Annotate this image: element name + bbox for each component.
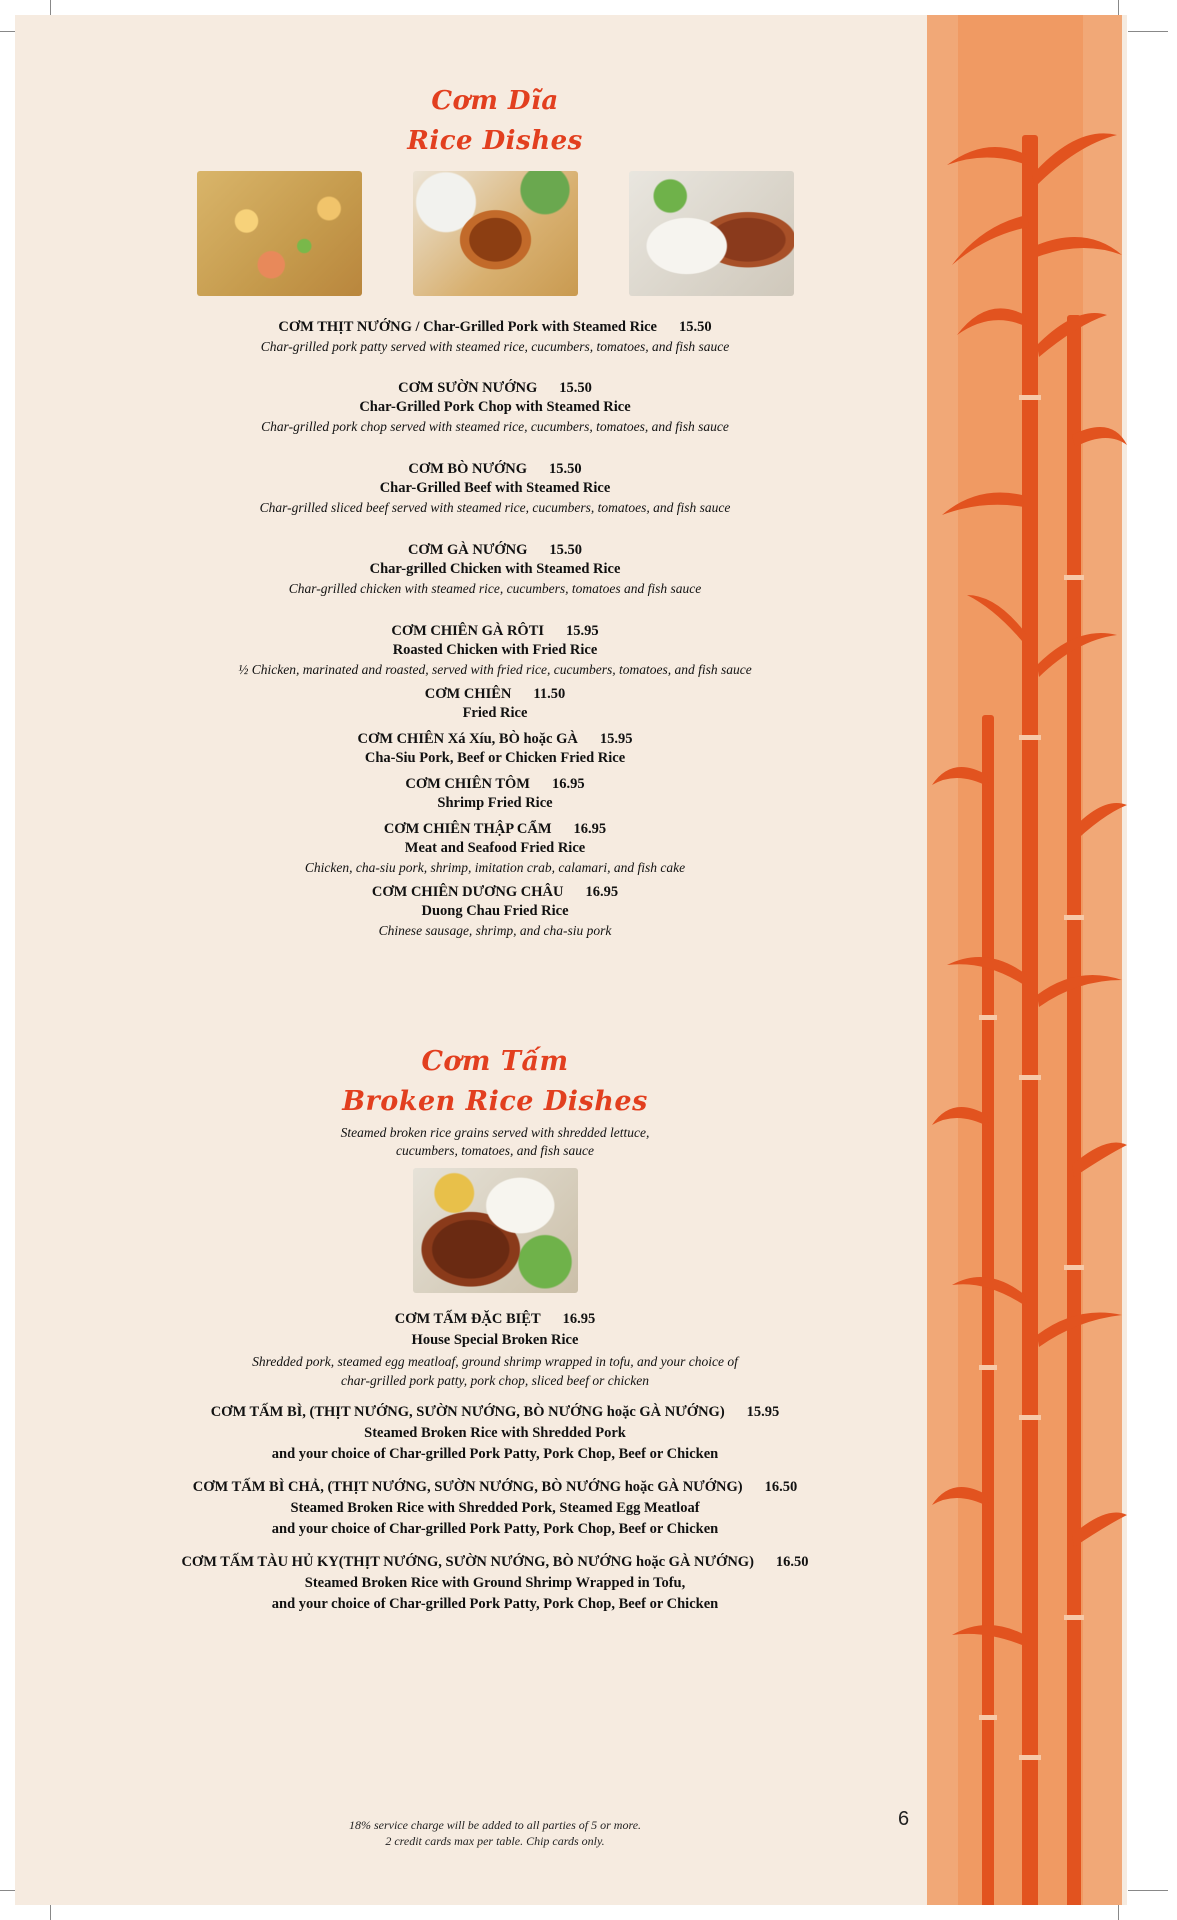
item-english-name: Steamed Broken Rice with Shredded Pork bbox=[364, 1425, 626, 1441]
section-intro: cucumbers, tomatoes, and fish sauce bbox=[396, 1143, 594, 1158]
menu-item-name bbox=[100, 730, 890, 749]
item-price: 11.50 bbox=[533, 686, 566, 702]
item-price: 16.95 bbox=[573, 821, 607, 837]
item-price: 15.50 bbox=[678, 319, 712, 335]
crop-mark bbox=[50, 1905, 51, 1920]
item-english-name: Roasted Chicken with Fried Rice bbox=[392, 642, 598, 658]
section-title-vn: Cơm Tấm bbox=[421, 1046, 569, 1077]
item-vietnamese-name: CƠM CHIÊN TÔM bbox=[405, 776, 530, 792]
bamboo-illustration bbox=[927, 15, 1127, 1905]
item-description: Char-grilled pork chop served with steamed rice, cucumbers, tomatoes, and fish sauce bbox=[261, 419, 729, 434]
item-price: 15.50 bbox=[549, 461, 582, 477]
item-english-name: Cha-Siu Pork, Beef or Chicken Fried Rice bbox=[364, 750, 626, 766]
item-english-name: House Special Broken Rice bbox=[411, 1332, 579, 1348]
item-description: Chinese sausage, shrimp, and cha-siu pork bbox=[378, 923, 612, 938]
fried-rice-shrimp-photo bbox=[197, 171, 362, 296]
item-price: 16.95 bbox=[551, 776, 585, 792]
item-vietnamese-name: CƠM SƯỜN NƯỚNG bbox=[398, 380, 538, 396]
item-vietnamese-name: CƠM TẤM BÌ CHẢ, (THỊT NƯỚNG, SƯỜN NƯỚNG, BÒ NƯỚNG hoặc GÀ NƯỚNG) bbox=[192, 1479, 743, 1495]
item-description: Char-grilled pork patty served with steamed rice, cucumbers, tomatoes, and fish sauce bbox=[260, 339, 730, 354]
menu-item-name bbox=[100, 883, 890, 902]
section-title-vn: Cơm Dĩa bbox=[431, 86, 559, 116]
menu-item-name bbox=[100, 1310, 890, 1329]
item-vietnamese-name: CƠM TẤM TÀU HỦ KY(THỊT NƯỚNG, SƯỜN NƯỚNG, BÒ NƯỚNG hoặc GÀ NƯỚNG) bbox=[181, 1554, 754, 1570]
item-description: char-grilled pork patty, pork chop, sliced beef or chicken bbox=[341, 1373, 649, 1388]
service-charge-note: 18% service charge will be added to all parties of 5 or more. bbox=[348, 1818, 642, 1832]
item-description: Char-grilled chicken with steamed rice, cucumbers, tomatoes and fish sauce bbox=[288, 581, 702, 596]
menu-item-name bbox=[100, 685, 890, 704]
item-english-name: Meat and Seafood Fried Rice bbox=[404, 840, 586, 856]
item-vietnamese-name: CƠM TẤM ĐẶC BIỆT bbox=[394, 1311, 541, 1327]
item-english-name: Char-Grilled Pork Chop with Steamed Rice bbox=[359, 399, 631, 415]
item-english-name: and your choice of Char-grilled Pork Patty, Pork Chop, Beef or Chicken bbox=[271, 1596, 719, 1612]
section-title-en: Rice Dishes bbox=[407, 126, 583, 156]
item-price: 15.95 bbox=[566, 623, 599, 639]
menu-item-name bbox=[100, 318, 890, 337]
section-intro: Steamed broken rice grains served with shredded lettuce, bbox=[340, 1125, 650, 1140]
page-number: 6 bbox=[898, 1808, 910, 1830]
menu-item-name bbox=[100, 1478, 890, 1497]
item-english-name: Duong Chau Fried Rice bbox=[421, 903, 569, 919]
item-description: Shredded pork, steamed egg meatloaf, ground shrimp wrapped in tofu, and your choice of bbox=[252, 1354, 738, 1369]
item-price: 16.50 bbox=[764, 1479, 798, 1495]
menu-item-name bbox=[100, 379, 890, 398]
item-description: Char-grilled sliced beef served with steamed rice, cucumbers, tomatoes, and fish sauce bbox=[259, 500, 731, 515]
item-english-name: Steamed Broken Rice with Ground Shrimp Wrapped in Tofu, bbox=[304, 1575, 686, 1591]
menu-item-name bbox=[100, 820, 890, 839]
menu-item-name bbox=[100, 1403, 890, 1422]
broken-rice-platter-photo bbox=[413, 1168, 578, 1293]
item-vietnamese-name: CƠM TẤM BÌ, (THỊT NƯỚNG, SƯỜN NƯỚNG, BÒ NƯỚNG hoặc GÀ NƯỚNG) bbox=[210, 1404, 725, 1420]
item-price: 16.50 bbox=[775, 1554, 809, 1570]
item-english-name: Shrimp Fried Rice bbox=[437, 795, 553, 811]
item-price: 15.50 bbox=[549, 542, 583, 558]
item-price: 15.50 bbox=[559, 380, 592, 396]
menu-item-name bbox=[100, 460, 890, 479]
item-english-name: and your choice of Char-grilled Pork Patty, Pork Chop, Beef or Chicken bbox=[271, 1446, 719, 1462]
item-vietnamese-name: CƠM GÀ NƯỚNG bbox=[407, 542, 528, 558]
item-vietnamese-name: CƠM CHIÊN Xá Xíu, BÒ hoặc GÀ bbox=[357, 731, 578, 747]
crop-mark bbox=[1128, 1890, 1168, 1891]
item-vietnamese-name: CƠM BÒ NƯỚNG bbox=[408, 461, 528, 477]
item-price: 16.95 bbox=[585, 884, 619, 900]
menu-item-name bbox=[100, 541, 890, 560]
item-english-name: Steamed Broken Rice with Shredded Pork, Steamed Egg Meatloaf bbox=[290, 1500, 700, 1516]
menu-item-name bbox=[100, 622, 890, 641]
item-price: 15.95 bbox=[746, 1404, 780, 1420]
menu-item-name bbox=[100, 775, 890, 794]
item-description: Chicken, cha-siu pork, shrimp, imitation crab, calamari, and fish cake bbox=[304, 860, 686, 875]
crop-mark bbox=[1118, 1905, 1119, 1920]
item-english-name: Char-Grilled Beef with Steamed Rice bbox=[379, 480, 611, 496]
item-vietnamese-name: CƠM THỊT NƯỚNG / Char-Grilled Pork with Steamed Rice bbox=[278, 319, 657, 335]
item-english-name: Char-grilled Chicken with Steamed Rice bbox=[369, 561, 621, 577]
item-vietnamese-name: CƠM CHIÊN THẬP CẨM bbox=[383, 821, 552, 837]
item-english-name: and your choice of Char-grilled Pork Patty, Pork Chop, Beef or Chicken bbox=[271, 1521, 719, 1537]
crop-mark bbox=[1128, 31, 1168, 32]
section-title-en: Broken Rice Dishes bbox=[342, 1086, 648, 1117]
item-price: 16.95 bbox=[562, 1311, 596, 1327]
menu-item-name bbox=[100, 1553, 890, 1572]
item-vietnamese-name: CƠM CHIÊN GÀ RÔTI bbox=[391, 623, 545, 639]
item-english-name: Fried Rice bbox=[462, 705, 528, 721]
item-description: ½ Chicken, marinated and roasted, served with fried rice, cucumbers, tomatoes, and fish sauce bbox=[238, 662, 752, 677]
item-vietnamese-name: CƠM CHIÊN bbox=[424, 686, 512, 702]
item-vietnamese-name: CƠM CHIÊN DƯƠNG CHÂU bbox=[371, 884, 564, 900]
credit-card-note: 2 credit cards max per table. Chip cards only. bbox=[385, 1834, 605, 1848]
roasted-chicken-fried-rice-photo bbox=[413, 171, 578, 296]
grilled-pork-steamed-rice-photo bbox=[629, 171, 794, 296]
item-price: 15.95 bbox=[599, 731, 633, 747]
